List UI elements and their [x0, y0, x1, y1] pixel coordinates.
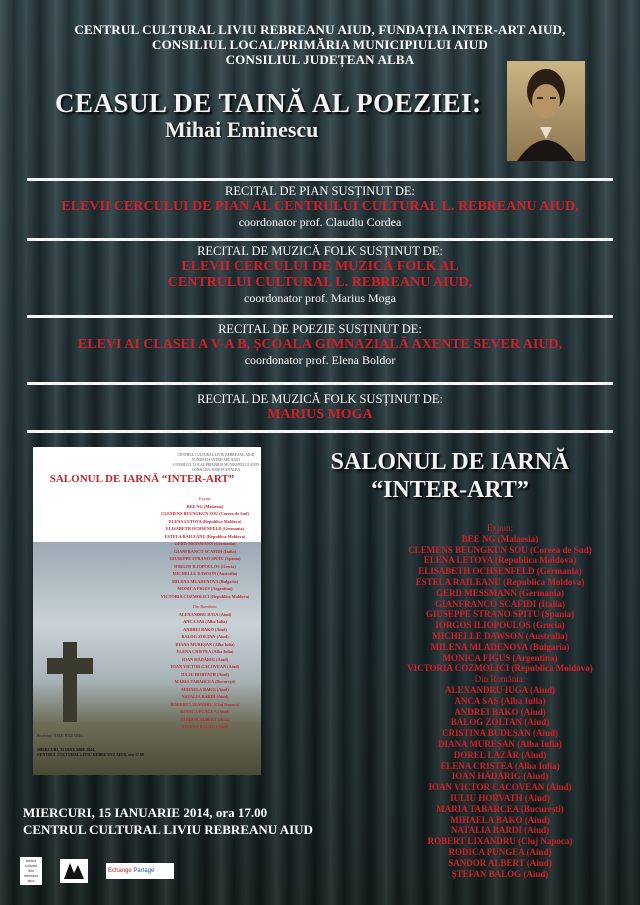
- ccl-logo: [20, 857, 42, 885]
- event-date: MIERCURI, 15 IANUARIE 2014, ora 17.00: [23, 805, 268, 820]
- poster-artist: MILENA MLADENOVA (Bulgaria): [171, 578, 239, 584]
- poster-romania-label: Din România:: [192, 604, 218, 609]
- romania-label: Din România:: [474, 674, 526, 685]
- divider: [27, 382, 613, 385]
- recital-performers: CENTRULUI CULTURAL L. REBREANU AIUD,: [167, 275, 473, 290]
- poster-artist: DIANA MUREȘAN (Alba Iulia): [175, 641, 235, 647]
- poster-org-line: CONSILIUL LOCAL/PRIMĂRIA MUNICIPIULUI AIUD: [173, 463, 259, 467]
- poster-artist: VICTORIA COZMOLICI (Republica Moldova): [160, 593, 250, 599]
- poster-foot-line: MIERCURI, 15 IANUARIE 2014,: [37, 747, 96, 752]
- poster-artist: ȘTEFAN BALOG (Aiud): [181, 724, 229, 729]
- exhibitor-name: BALOG ZOLTAN (Aiud): [450, 717, 550, 728]
- poster-footer: [37, 747, 177, 757]
- recital-coordinator: coordonator prof. Elena Boldor: [244, 353, 396, 367]
- echange-text: Echange: [108, 868, 132, 874]
- exhibitor-name: CRISTINA BUDEȘAN (Aiud): [441, 728, 559, 739]
- recital-performers: ELEVI AI CLASEI A V-A B, ȘCOALA GIMNAZIALĂ AXENTE SEVER AIUD,: [77, 337, 563, 352]
- poster-organizers: [173, 453, 259, 473]
- poster-artist: MARIA TABARCEA (București): [174, 679, 236, 684]
- exhibitor-name: ROBERT LIXANDRU (Cluj Napoca): [427, 836, 573, 847]
- poster-artist: ESTELA RAILEANU (Republica Moldova): [164, 533, 246, 539]
- recital-heading: RECITAL DE PIAN SUSȚINUT DE:: [225, 184, 415, 198]
- poster-artist: IULIU HORVATH (Aiud): [181, 671, 229, 677]
- eminescu-portrait: [506, 60, 586, 162]
- exhibitor-list: [382, 523, 618, 879]
- exhibitor-name: ELENA CRISTEA (Alba Iulia): [440, 760, 560, 771]
- divider: [27, 178, 613, 181]
- exhibitor-name: MONICA FIGUS (Argentina): [442, 652, 558, 663]
- poster-artist: ALEXANDRU IUGA (Aiud): [178, 611, 232, 617]
- recital-piano: [20, 184, 620, 230]
- ccl-logo-line: cultural: [25, 864, 37, 868]
- poster-artist: GIUSEPPE STRANO SPITU (Spania): [169, 556, 241, 561]
- divider: [27, 430, 613, 433]
- exhibitor-name: ȘTEFAN BALOG (Aiud): [451, 868, 549, 879]
- main-title: CEASUL DE TAINĂ AL POEZIEI:: [55, 88, 482, 118]
- exhibitor-name: IOAN HĂDĂRIG (Aiud): [451, 771, 549, 782]
- recital-poetry: [20, 322, 620, 368]
- recital-performers: MARIUS MOGA: [267, 407, 373, 422]
- poster-international-list: [151, 503, 259, 601]
- sponsor-logos: [20, 857, 180, 887]
- poster-artist: GIANFRANCO SCAFIDI (Italia): [173, 548, 237, 554]
- recital-coordinator: coordonator prof. Marius Moga: [244, 291, 396, 305]
- partage-text: Partage: [133, 868, 155, 874]
- poster-org-line: FUNDAȚIA INTER-ART AIUD: [192, 458, 240, 462]
- recital-coordinator: coordonator prof. Claudiu Cordea: [238, 215, 402, 229]
- exhibitor-name: ANDREI BAKO (Aiud): [454, 706, 546, 717]
- poster-org-line: CONSILIUL JUDEȚEAN ALBA: [191, 468, 241, 472]
- poster-artist: ANDREI BAKO (Aiud): [183, 626, 227, 632]
- exhibitor-name: BEE NG (Malaesia): [461, 533, 539, 544]
- recital-heading: RECITAL DE MUZICĂ FOLK SUSȚINUT DE:: [197, 244, 443, 258]
- header-line: CONSILIUL LOCAL/PRIMĂRIA MUNICIPIULUI AIUD: [152, 37, 488, 52]
- exhibitor-name: RODICA PUNGEA (Aiud): [448, 846, 552, 857]
- poster-artist: BEE NG (Malaesia): [186, 503, 224, 509]
- exhibitor-name: SANDOR ALBERT (Aiud): [448, 857, 552, 868]
- poster-artist: ELENA LETOVA (Republica Moldova): [168, 518, 242, 524]
- exhibitor-name: IOAN VICTOR CACOVEAN (Aiud): [428, 782, 572, 793]
- ccl-logo-line: aiud: [27, 879, 35, 883]
- exhibitor-name: ESTELA RAILEANU (Republica Moldova): [415, 576, 585, 587]
- poster-artist-list: [151, 495, 259, 731]
- poster-artist: ROBERT LIXANDRU (Cluj Napoca): [170, 701, 240, 707]
- expun-label: Expun:: [487, 523, 513, 533]
- exhibitor-name: ANCA SAS (Alba Iulia): [454, 695, 546, 706]
- poster-artist: IOAN VICTOR CACOVEAN (Aiud): [170, 664, 240, 669]
- poster-artist: CLEMENS BEUNGKUN SOU (Coreea de Sud): [161, 511, 249, 516]
- poster-artist: BALOG ZOLTAN (Aiud): [181, 634, 229, 639]
- exhibitor-name: MILENA MLADENOVA (Bulgaria): [430, 641, 570, 652]
- exhibitor-name: GERD MESSMANN (Germania): [436, 587, 564, 598]
- poster-artist: RODICA PUNGEA (Aiud): [180, 709, 230, 714]
- header-line: CENTRUL CULTURAL LIVIU REBREANU AIUD, FUNDAȚIA INTER-ART AIUD,: [74, 22, 566, 37]
- stone-cross-icon: [45, 642, 95, 722]
- inter-art-logo: [60, 859, 88, 883]
- exhibitor-name: GIUSEPPE STRANO SPITU (Spania): [425, 609, 575, 620]
- recital-folk: [20, 244, 620, 306]
- exhibitor-name: IULIU HORVATH (Aiud): [450, 792, 550, 803]
- recital-performers: ELEVII CERCULUI DE MUZICĂ FOLK AL: [181, 259, 459, 274]
- poster-artist: NATALIA BARDI (Aiud): [181, 694, 229, 699]
- poster-expun-label: Expun:: [198, 496, 212, 501]
- salon-title-line1: SALONUL DE IARNĂ: [330, 449, 570, 475]
- recital-performers: ELEVII CERCULUI DE PIAN AL CENTRULUI CULTURAL L. REBREANU AIUD,: [61, 199, 579, 214]
- exhibitor-name: ELENA LETOVA (Republica Moldova): [423, 555, 577, 566]
- poster-artist: IORGOS ILIOPOULOS (Grecia): [174, 563, 236, 569]
- exhibitor-name: DIANA MUREȘAN (Alba Iulia): [438, 738, 562, 749]
- exhibitor-name: MICHELLE DAWSON (Australia): [432, 630, 568, 641]
- poster-romania-list: [151, 611, 259, 731]
- ccl-logo-line: liviu: [27, 869, 35, 873]
- poster-artist: ELENA CRISTEA (Alba Iulia): [176, 649, 234, 654]
- exhibitor-name: ELISABETH OCHSENFELD (Germania): [418, 566, 582, 577]
- exhibitor-name: MIHAELA BAKO (Aiud): [450, 814, 550, 825]
- exhibitor-name: VICTORIA COZMOLICI (Republica Moldova): [407, 663, 593, 674]
- event-info: [23, 804, 313, 838]
- poster-artist: IOAN HĂDĂRIG (Aiud): [181, 656, 229, 662]
- exhibitor-name: NATALIA BARDI (Aiud): [450, 825, 550, 836]
- poster-artist: GERD MESSMANN (Germania): [174, 541, 236, 546]
- subtitle: Mihai Eminescu: [165, 117, 319, 142]
- poster-artist: MIHAELA BAKO (Aiud): [181, 686, 229, 692]
- recital-heading: RECITAL DE MUZICĂ FOLK SUSȚINUT DE:: [197, 392, 443, 406]
- divider: [27, 315, 613, 318]
- poster-title: SALONUL DE IARNĂ “INTER-ART”: [49, 473, 235, 485]
- exhibitor-name: ALEXANDRU IUGA (Aiud): [444, 684, 555, 695]
- exhibitor-name: DOREL LAZĂR (Aiud): [453, 749, 547, 760]
- salon-title: [300, 448, 600, 504]
- recital-folk-moga: [20, 392, 620, 423]
- exhibitor-name: GIANFRANCO SCAFIDI (Italia): [435, 598, 565, 609]
- salon-poster: [33, 447, 261, 775]
- poster-artist: ELISABETH OCHSENFELD (Germania): [165, 526, 245, 531]
- ccl-logo-line: rebreanu: [23, 874, 38, 878]
- ccl-logo-line: centrul: [25, 859, 37, 863]
- poster-credit: Proiectul: IOAN HĂDĂRIG: [37, 733, 83, 738]
- exhibitor-name: MARIA TABARCEA (București): [436, 803, 564, 814]
- romanian-exhibitors: [382, 685, 618, 879]
- salon-title-line2: “INTER-ART”: [371, 477, 529, 503]
- poster-org-line: CENTRUL CULTURAL LIVIU REBREANU AIUD: [177, 453, 255, 457]
- recital-heading: RECITAL DE POEZIE SUSȚINUT DE:: [218, 322, 422, 336]
- poster-artist: MICHELLE DAWSON (Australia): [172, 571, 238, 576]
- divider: [27, 238, 613, 241]
- exhibitor-name: CLEMENS BEUNGKUN SOU (Coreea de Sud): [408, 544, 592, 555]
- poster-artist: ANCA SAS (Alba Iulia): [183, 619, 227, 624]
- poster-artist: SANDOR ALBERT (Aiud): [180, 716, 230, 722]
- header-line: CONSILIUL JUDEȚEAN ALBA: [225, 52, 415, 67]
- poster-foot-line: CENTRUL CULTURAL LIVIU REBREANU AIUD, ora 17.00: [37, 752, 144, 757]
- international-exhibitors: [382, 534, 618, 674]
- event-venue: CENTRUL CULTURAL LIVIU REBREANU AIUD: [23, 822, 313, 837]
- poster-artist: MONICA FIGUS (Argentina): [177, 586, 233, 591]
- echange-partage-logo: [106, 863, 174, 879]
- exhibitor-name: IORGOS ILIOPOULOS (Grecia): [435, 620, 565, 631]
